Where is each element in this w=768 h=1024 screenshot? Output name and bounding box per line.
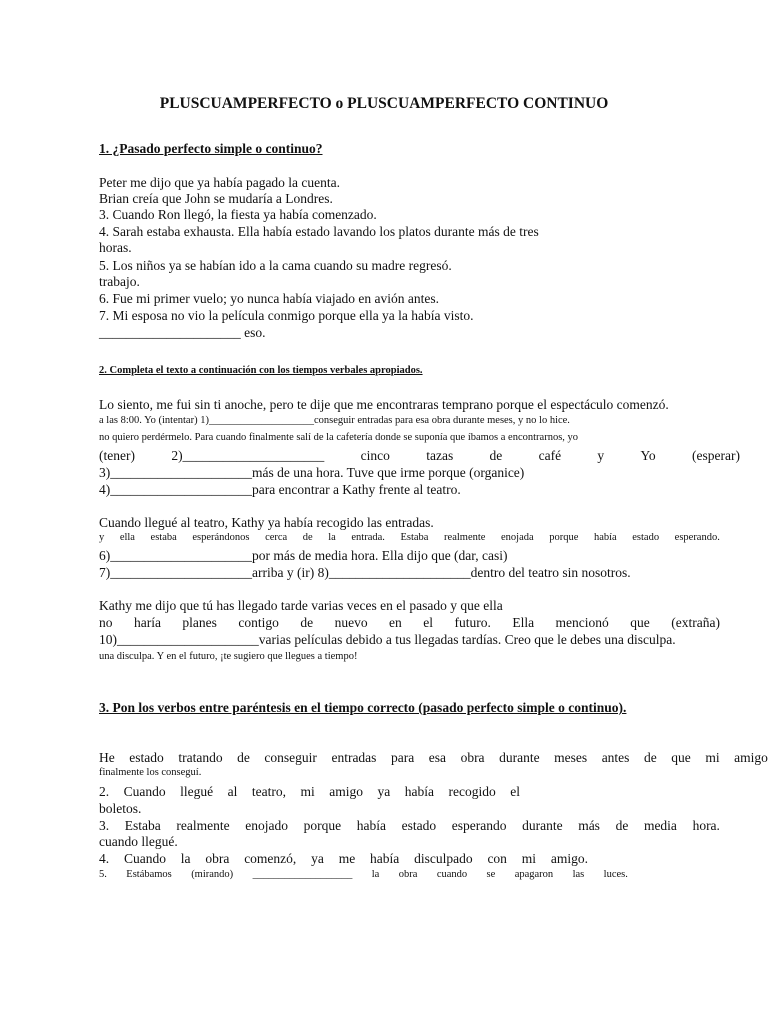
s3-line: cuando llegué.	[99, 834, 178, 849]
word: mi	[521, 851, 537, 866]
word: 3.	[99, 818, 110, 833]
s3-line: finalmente los conseguí.	[99, 767, 202, 778]
s2-line: a las 8:00. Yo (intentar) 1)____________________conseguir entradas para esa obra durante meses, y no lo hice.	[99, 415, 570, 426]
word: 2.	[99, 784, 110, 799]
word: de	[489, 448, 503, 463]
word: había	[356, 818, 386, 833]
s1-line: 6. Fue mi primer vuelo; yo nunca había viajado en avión antes.	[99, 291, 440, 306]
s1-line: 7. Mi esposa no vio la película conmigo porque ella ya la había visto.	[99, 308, 474, 323]
word: de	[615, 818, 629, 833]
word: enojada	[501, 532, 534, 543]
word: luces.	[603, 869, 628, 880]
word: haría	[133, 615, 161, 630]
word: meses	[554, 750, 588, 765]
s2-justified-line	[99, 615, 720, 631]
s2-line: no quiero perdérmelo. Para cuando finalmente salí de la cafetería donde se suponía que íbamos a encontrarnos, yo	[99, 432, 579, 443]
word: había	[404, 784, 434, 799]
section-3-heading: 3. Pon los verbos entre paréntesis en el tiempo correcto (pasado perfecto simple o continuo).	[99, 700, 627, 715]
word: He	[99, 750, 115, 765]
word: mi	[705, 750, 720, 765]
word: se	[486, 869, 496, 880]
word: durante	[499, 750, 540, 765]
word: estado	[401, 818, 437, 833]
word: más	[578, 818, 600, 833]
word: amigo.	[550, 851, 588, 866]
word: conseguir	[264, 750, 317, 765]
word: cuando	[436, 869, 468, 880]
s2-line: 10)_____________________varias películas debido a tus llegadas tardías. Creo que le debes una disculpa.	[99, 632, 676, 647]
word: futuro.	[454, 615, 491, 630]
word: mencionó	[555, 615, 609, 630]
word: enojado	[245, 818, 288, 833]
word: la	[328, 532, 336, 543]
word: planes	[182, 615, 217, 630]
word: que	[671, 750, 691, 765]
word: media	[643, 818, 677, 833]
word: de	[237, 750, 250, 765]
word: y	[597, 448, 605, 463]
word: me	[338, 851, 356, 866]
word: durante	[522, 818, 563, 833]
word: café	[538, 448, 562, 463]
word: cerca	[265, 532, 288, 543]
s2-line: Kathy me dijo que tú has llegado tarde varias veces en el pasado y que ella	[99, 598, 503, 613]
s1-line: Brian creía que John se mudaría a Londres.	[99, 191, 333, 206]
word: el	[510, 784, 520, 799]
word: estado	[632, 532, 660, 543]
word: cinco	[360, 448, 390, 463]
word: apagaron	[514, 869, 554, 880]
word: (extraña)	[671, 615, 720, 630]
word: comenzó,	[244, 851, 297, 866]
word: de	[300, 615, 314, 630]
s3-justified-line	[99, 818, 720, 834]
s3-justified-line	[99, 784, 520, 800]
s1-line: 3. Cuando Ron llegó, la fiesta ya había comenzado.	[99, 207, 377, 222]
word: (tener)	[99, 448, 135, 463]
word: con	[487, 851, 507, 866]
s2-line: una disculpa. Y en el futuro, ¡te sugiero que llegues a tiempo!	[99, 651, 358, 662]
word: hora.	[692, 818, 720, 833]
s3-justified-line	[99, 750, 768, 766]
s3-justified-line	[99, 851, 588, 867]
word: amigo	[734, 750, 768, 765]
word: estaba	[150, 532, 177, 543]
answer-blank: ___________________	[252, 869, 353, 880]
word: Cuando	[123, 851, 166, 866]
word: ella	[119, 532, 135, 543]
word: había	[370, 851, 400, 866]
word: esperando	[451, 818, 507, 833]
word: esperando.	[674, 532, 720, 543]
word: la	[371, 869, 380, 880]
word: llegué	[180, 784, 214, 799]
word: tazas	[426, 448, 454, 463]
word: en	[389, 615, 402, 630]
word: (mirando)	[191, 869, 234, 880]
s2-line: 3)_____________________más de una hora. Tuve que irme porque (organice)	[99, 465, 525, 480]
word: teatro,	[251, 784, 286, 799]
s2-line: 4)_____________________para encontrar a Kathy frente al teatro.	[99, 482, 461, 497]
word: entrada.	[351, 532, 385, 543]
word: 4.	[99, 851, 110, 866]
word: ya	[311, 851, 324, 866]
word: para	[390, 750, 415, 765]
word: Estaba	[124, 818, 161, 833]
section-2-heading: 2. Completa el texto a continuación con los tiempos verbales apropiados.	[99, 365, 423, 376]
word: ya	[377, 784, 391, 799]
word: mi	[300, 784, 315, 799]
word: Cuando	[123, 784, 166, 799]
s1-line: 5. Los niños ya se habían ido a la cama cuando su madre regresó.	[99, 258, 452, 273]
s2-line: Lo siento, me fui sin ti anoche, pero te dije que me encontraras temprano porque el espectáculo comenzó.	[99, 397, 669, 412]
word: no	[99, 615, 113, 630]
word: la	[180, 851, 191, 866]
word: amigo	[329, 784, 363, 799]
word: 5.	[99, 869, 107, 880]
word: esa	[428, 750, 447, 765]
word: Ella	[512, 615, 535, 630]
s1-line: 4. Sarah estaba exhausta. Ella había estado lavando los platos durante más de tres	[99, 224, 539, 239]
word: (esperar)	[691, 448, 740, 463]
s2-line: 6)_____________________por más de media hora. Ella dijo que (dar, casi)	[99, 548, 508, 563]
s2-justified-line	[99, 532, 720, 544]
word: contigo	[238, 615, 279, 630]
word: Estaba	[400, 532, 429, 543]
s2-line: 7)_____________________arriba y (ir) 8)_____________________dentro del teatro sin nosotros.	[99, 565, 631, 580]
word: realmente	[444, 532, 486, 543]
word: porque	[303, 818, 342, 833]
s3-justified-line	[99, 869, 628, 881]
word: tratando	[178, 750, 223, 765]
s3-line: boletos.	[99, 801, 142, 816]
word: porque	[549, 532, 579, 543]
s1-line: horas.	[99, 240, 132, 255]
word: Yo	[640, 448, 656, 463]
s1-line: trabajo.	[99, 274, 140, 289]
s2-line: Cuando llegué al teatro, Kathy ya había recogido las entradas.	[99, 515, 434, 530]
word: al	[227, 784, 238, 799]
word: obra	[205, 851, 230, 866]
word: antes	[601, 750, 630, 765]
word: estado	[129, 750, 164, 765]
word: recogido	[448, 784, 496, 799]
word: Estábamos	[126, 869, 172, 880]
word: realmente	[176, 818, 230, 833]
word: nuevo	[334, 615, 368, 630]
word: entradas	[331, 750, 377, 765]
word: de	[643, 750, 657, 765]
word: de	[302, 532, 313, 543]
word: esperándonos	[192, 532, 250, 543]
word: 2)_____________________	[171, 448, 325, 463]
s2-justified-line	[99, 448, 740, 464]
word: las	[572, 869, 585, 880]
s1-line: _____________________ eso.	[99, 325, 266, 340]
word: y	[99, 532, 105, 543]
s1-line: Peter me dijo que ya había pagado la cuenta.	[99, 175, 341, 190]
page-title: PLUSCUAMPERFECTO o PLUSCUAMPERFECTO CONTINUO	[159, 95, 609, 112]
word: obra	[460, 750, 485, 765]
section-1-heading: 1. ¿Pasado perfecto simple o continuo?	[99, 141, 323, 156]
word: obra	[398, 869, 418, 880]
word: disculpado	[414, 851, 473, 866]
word: que	[630, 615, 650, 630]
word: el	[423, 615, 434, 630]
word: había	[593, 532, 617, 543]
